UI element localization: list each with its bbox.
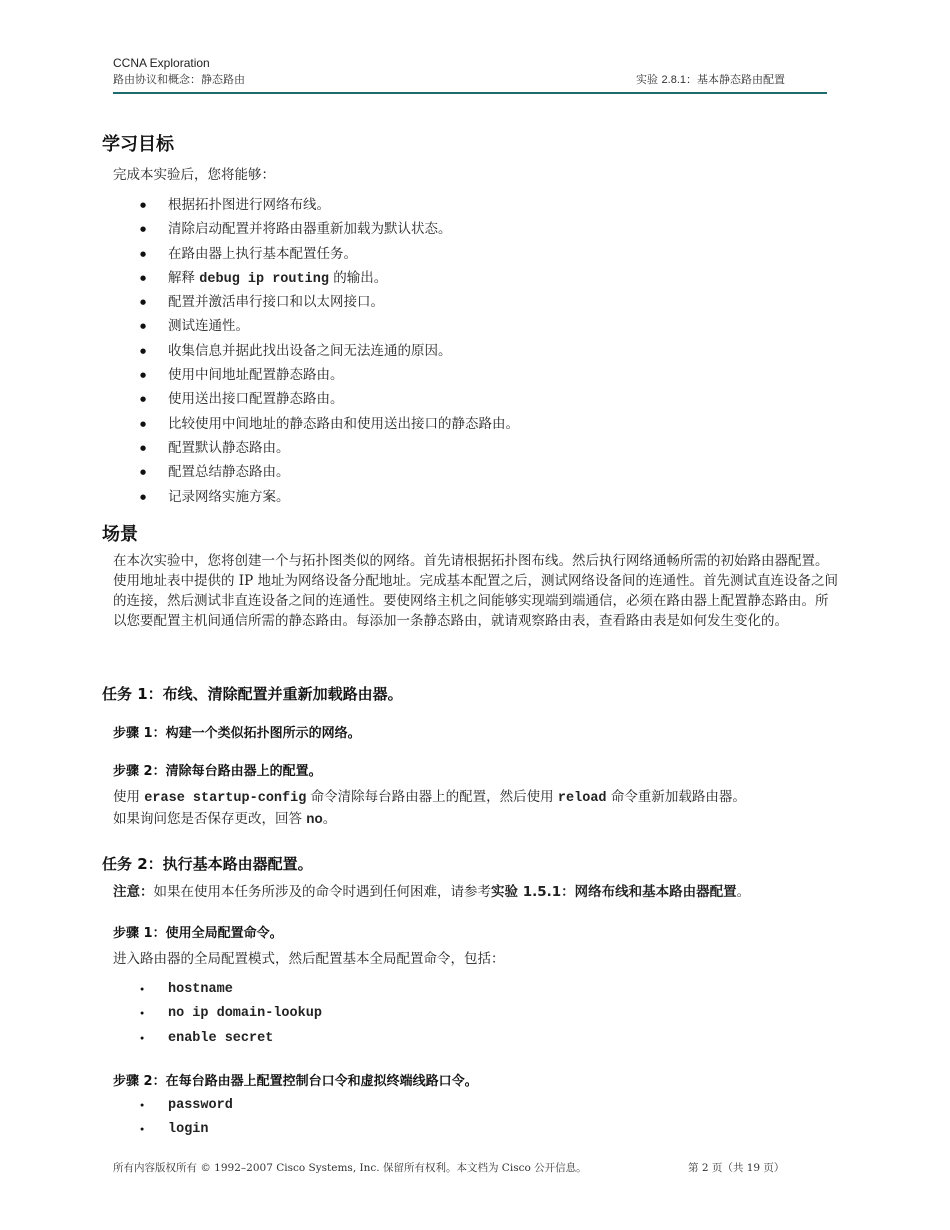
objectives-heading: 学习目标: [102, 134, 174, 155]
header-product: CCNA Exploration: [113, 56, 210, 70]
text-run: 如果询问您是否保存更改，回答: [113, 811, 307, 827]
task1-heading: 任务 1：布线、清除配置并重新加载路由器。: [102, 685, 403, 703]
scenario-heading: 场景: [102, 524, 138, 545]
erase-command: erase startup-config: [144, 791, 307, 806]
page-footer: [113, 1160, 827, 1176]
task2-step1-text: 进入路由器的全局配置模式，然后配置基本全局配置命令，包括：: [113, 951, 505, 967]
objective-item: ● 配置并激活串行接口和以太网接口。: [113, 290, 519, 314]
debug-prefix: 解释: [168, 269, 200, 286]
task2-note: [113, 882, 853, 902]
note-reference: 实验 1.5.1：网络布线和基本路由器配置: [491, 884, 737, 900]
objectives-intro: 完成本实验后，您将能够：: [113, 167, 275, 183]
header-lab-title: [636, 71, 785, 87]
objective-item: ● 使用送出接口配置静态路由。: [113, 387, 519, 411]
answer-no: no: [306, 811, 323, 826]
footer-copyright: 所有内容版权所有 © 1992–2007 Cisco Systems, Inc. 保留所有权利。本文档为 Cisco 公开信息。: [113, 1162, 587, 1174]
objectives-list: [113, 193, 519, 509]
task2-step1: 步骤 1：使用全局配置命令。: [113, 926, 283, 941]
objective-item: ● 在路由器上执行基本配置任务。: [113, 242, 519, 266]
debug-suffix: 的输出。: [328, 269, 388, 286]
command-item: ● hostname: [113, 978, 322, 1002]
task1-step2: 步骤 2：清除每台路由器上的配置。: [113, 764, 322, 779]
scenario-text: 在本次实验中，您将创建一个与拓扑图类似的网络。首先请根据拓扑图布线。然后执行网络通畅所需的初始路由器配置。使用地址表中提供的 IP 地址为网络设备分配地址。完成基本配置之后，测试网络设备间的连通性。首先测试直连设备之间的连接，然后测试非直连设备之间的连通性。要使网络主机之间能够实现端到端通信，必须在路由器上配置静态路由。所以您要配置主机间通信所需的静态路由。每添加一条静态路由，就请观察路由表，查看路由表是如何发生变化的。: [113, 553, 838, 629]
text-run: 命令重新加载路由器。: [606, 789, 746, 805]
global-commands-list: [113, 978, 322, 1051]
task1-step2-text: [113, 787, 843, 829]
command-item: ● enable secret: [113, 1027, 322, 1051]
header-lab-suffix: ：基本静态路由配置: [686, 73, 785, 86]
objective-item: ● 比较使用中间地址的静态路由和使用送出接口的静态路由。: [113, 412, 519, 436]
page-header: [113, 54, 827, 94]
page-number: 第 2 页（共 19 页）: [688, 1162, 785, 1174]
objective-item: ● 测试连通性。: [113, 314, 519, 338]
command-item: ● no ip domain-lookup: [113, 1002, 322, 1026]
command-item: ● login: [113, 1118, 233, 1142]
objective-item-debug: [113, 266, 519, 290]
note-end: 。: [736, 884, 751, 900]
text-run: 。: [322, 811, 337, 827]
objective-item: ● 记录网络实施方案。: [113, 485, 519, 509]
note-text: 如果在使用本任务所涉及的命令时遇到任何困难，请参考: [153, 884, 491, 900]
note-label: 注意：: [113, 884, 154, 900]
objective-item: ● 根据拓扑图进行网络布线。: [113, 193, 519, 217]
debug-command: debug ip routing: [199, 271, 329, 287]
objective-item: ● 配置默认静态路由。: [113, 436, 519, 460]
task2-step2: 步骤 2：在每台路由器上配置控制台口令和虚拟终端线路口令。: [113, 1074, 478, 1089]
text-run: 命令清除每台路由器上的配置，然后使用: [306, 789, 558, 805]
objective-item: ● 使用中间地址配置静态路由。: [113, 363, 519, 387]
header-lab-number: 2.8.1: [661, 74, 686, 86]
objective-item: ● 配置总结静态路由。: [113, 460, 519, 484]
objective-item: ● 清除启动配置并将路由器重新加载为默认状态。: [113, 217, 519, 241]
task2-heading: 任务 2：执行基本路由器配置。: [102, 855, 313, 873]
header-course: 路由协议和概念：静态路由: [113, 73, 245, 86]
reload-command: reload: [557, 791, 607, 806]
password-commands-list: [113, 1094, 233, 1143]
task1-step1: 步骤 1：构建一个类似拓扑图所示的网络。: [113, 726, 361, 741]
command-item: ● password: [113, 1094, 233, 1118]
objective-item: ● 收集信息并据此找出设备之间无法连通的原因。: [113, 339, 519, 363]
header-lab-prefix: 实验: [636, 73, 662, 86]
text-run: 使用: [113, 789, 145, 805]
